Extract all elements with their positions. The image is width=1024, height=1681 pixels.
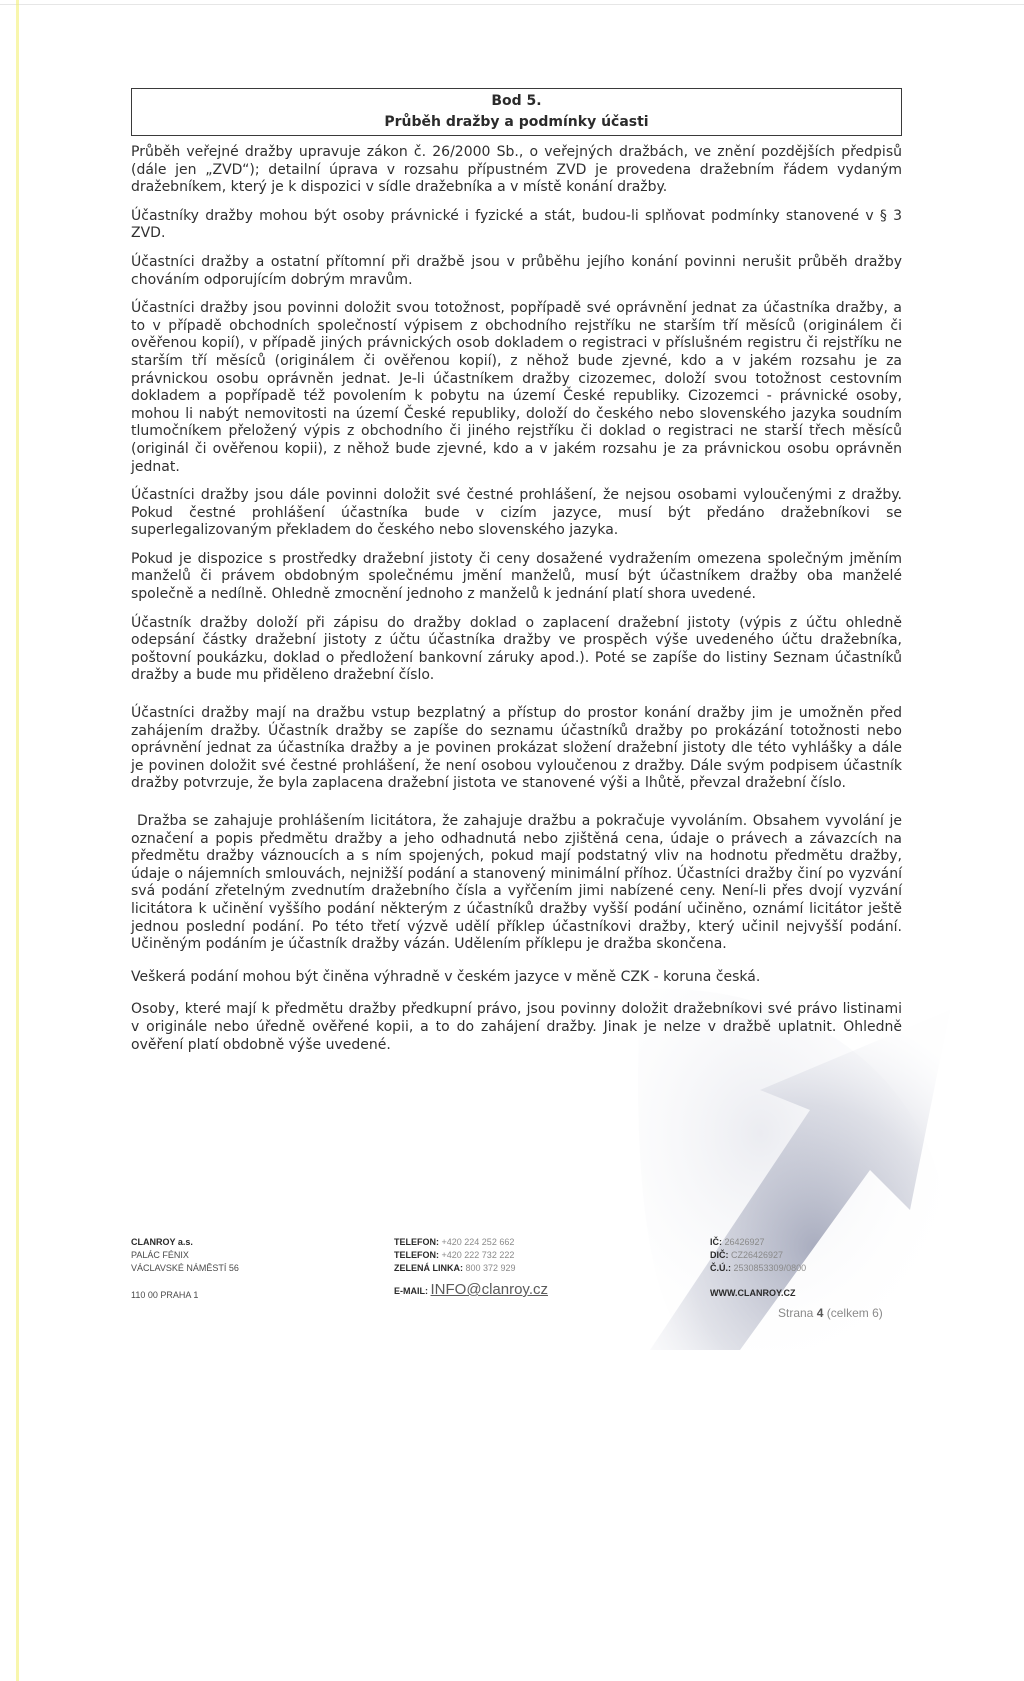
footer-address-line: PALÁC FÉNIX xyxy=(131,1250,189,1260)
footer-contact-block xyxy=(394,1236,548,1298)
website-link[interactable]: WWW.CLANROY.CZ xyxy=(710,1288,796,1298)
paragraph: Účastníci dražby mají na dražbu vstup bezplatný a přístup do prostor konání dražby jim je umožněn před zahájením dražby. Účastník dražby se zapíše do seznamu účastníků dražby po prokázání totožnosti nebo oprávnění jednat za účastníka dražby a je povinen prokázat složení dražební jistoty dle této vyhlášky a dále je povinen doložit své čestné prohlášení, že není osobou vyloučenou z dražby. Dále svým podpisem účastník dražby potvrzuje, že byla zaplacena dražební jistota ve stanovené výši a lhůtě, převzal dražební číslo. xyxy=(131,705,902,792)
footer-address-line: VÁCLAVSKÉ NÁMĚSTÍ 56 xyxy=(131,1263,239,1273)
paragraph: Účastníky dražby mohou být osoby právnické i fyzické a stát, budou-li splňovat podmínky stanovené v § 3 ZVD. xyxy=(131,207,902,242)
ic-label: IČ: xyxy=(710,1237,722,1247)
phone-label: TELEFON: xyxy=(394,1250,439,1260)
footer-company-block xyxy=(131,1236,239,1302)
email-label: E-MAIL: xyxy=(394,1286,428,1296)
paragraph: Účastníci dražby jsou dále povinni doložit své čestné prohlášení, že nejsou osobami vyloučenými z dražby. Pokud čestné prohlášení účastníka bude v cizím jazyce, musí být předáno dražebníkovi se superlegalizovaným překladem do českého nebo slovenského jazyka. xyxy=(131,487,902,539)
footer-city: 110 00 PRAHA 1 xyxy=(131,1290,199,1300)
account-label: Č.Ú.: xyxy=(710,1263,731,1273)
page-current: 4 xyxy=(816,1306,824,1320)
paragraph: Pokud je dispozice s prostředky dražební jistoty či ceny dosažené vydražením omezena společným jměním manželů či právem obdobným společnému jmění manželů, musí být účastníkem dražby oba manželé společně a nedílně. Ohledně zmocnění jednoho z manželů k jednání platí shora uvedené. xyxy=(131,550,902,603)
page-number xyxy=(778,1306,883,1320)
dic-value: CZ26426927 xyxy=(731,1250,784,1260)
phone-value: +420 224 252 662 xyxy=(441,1237,515,1247)
section-title: Bod 5. xyxy=(491,93,542,109)
green-line-label: ZELENÁ LINKA: xyxy=(394,1263,463,1273)
paragraph: Dražba se zahajuje prohlášením licitátora, že zahajuje dražbu a pokračuje vyvoláním. Obsahem vyvolání je označení a popis předmětu dražby a jeho odhadnutá nebo zjištěná cena, údaje o právech a závazcích na předmětu dražby váznoucích a s ním spojených, pokud mají podstatný vliv na hodnotu předmětu dražby, údaje o nájemních smlouvách, nejnižší podání a stanovený minimální příhoz. Účastníci dražby činí po vyzvání svá podání zřetelným zvednutím dražebního čísla a vyřčením jimi nabízené ceny. Není-li přes dvojí vyzvání licitátora k učinění vyššího podání některým z účastníků dražby vyšší podání učiněno, oznámí licitátor ještě jednou poslední podání. Po této třetí výzvě udělí příklep účastníkovi dražby, který učinil nejvyšší podání. Učiněným podáním je účastník dražby vázán. Udělením příklepu je dražba skončena. xyxy=(131,813,902,953)
dic-label: DIČ: xyxy=(710,1250,729,1260)
paragraph: Veškerá podání mohou být činěna výhradně v českém jazyce v měně CZK - koruna česká. xyxy=(131,968,761,985)
paragraph: Osoby, které mají k předmětu dražby předkupní právo, jsou povinny doložit dražebníkovi své právo listinami v originále nebo úředně ověřené kopii, a to do zahájení dražby. Jinak je nelze v dražbě uplatnit. Ohledně ověření platí obdobně výše uvedené. xyxy=(131,1001,902,1053)
section-subtitle: Průběh dražby a podmínky účasti xyxy=(384,114,649,130)
phone-label: TELEFON: xyxy=(394,1237,439,1247)
left-margin-mark xyxy=(16,0,19,1681)
account-value: 2530853309/0800 xyxy=(733,1263,807,1273)
paragraph: Účastníci dražby jsou povinni doložit svou totožnost, popřípadě své oprávnění jednat za účastníka dražby, a to v případě obchodních společností výpisem z obchodního rejstříku ne starším tří měsíců (originálem či ověřenou kopií), v případě jiných právnických osob dokladem o registraci v příslušném registru či rejstříku ne starším tří měsíců (originálem či ověřenou kopií), z něhož bude zjevné, kdo a v jakém rozsahu je za právnickou osobu oprávněn jednat. Je-li účastníkem dražby cizozemec, doloží svou totožnost cestovním dokladem a popřípadě též povolením k pobytu na území České republiky. Cizozemci - právnické osoby, mohou li nabýt nemovitosti na území České republiky, doloží do českého nebo slovenského jazyka soudním tlumočníkem přeložený výpis z obchodního či jiného rejstříku či doklad o registraci ne starší třech měsíců (originál či ověřenou kopii), z něhož bude zjevné, kdo a v jakém rozsahu je za právnickou osobu oprávněn jednat. xyxy=(131,300,902,475)
paragraph: Účastníci dražby a ostatní přítomní při dražbě jsou v průběhu jejího konání povinni nerušit průběh dražby chováním odporujícím dobrým mravům. xyxy=(131,253,902,288)
paragraph: Průběh veřejné dražby upravuje zákon č. 26/2000 Sb., o veřejných dražbách, ve znění pozdějších předpisů (dále jen „ZVD“); detailní úprava v rozsahu přípustném ZVD je provedena dražebním řádem vydaným dražebníkem, který je k dispozici v sídle dražebníka a v místě konání dražby. xyxy=(131,144,902,196)
document-body xyxy=(131,144,902,1065)
page-prefix: Strana xyxy=(778,1306,814,1320)
ic-value: 26426927 xyxy=(724,1237,765,1247)
email-link[interactable]: INFO@clanroy.cz xyxy=(430,1281,548,1298)
paragraph: Účastník dražby doloží při zápisu do dražby doklad o zaplacení dražební jistoty (výpis z účtu ohledně odepsání částky dražební jistoty z účtu účastníka dražby ve prospěch výše uvedeného účtu dražebníka, poštovní poukázku, doklad o předložení bankovní záruky apod.). Poté se zapíše do listiny Seznam účastníků dražby a bude mu přiděleno dražební číslo. xyxy=(131,614,902,684)
footer-company-name: CLANROY a.s. xyxy=(131,1237,193,1247)
page-total: (celkem 6) xyxy=(826,1306,883,1320)
section-header xyxy=(131,88,902,136)
top-border-line xyxy=(0,4,1024,5)
footer-registration-block xyxy=(710,1236,806,1300)
green-line-value: 800 372 929 xyxy=(465,1263,516,1273)
phone-value: +420 222 732 222 xyxy=(441,1250,515,1260)
